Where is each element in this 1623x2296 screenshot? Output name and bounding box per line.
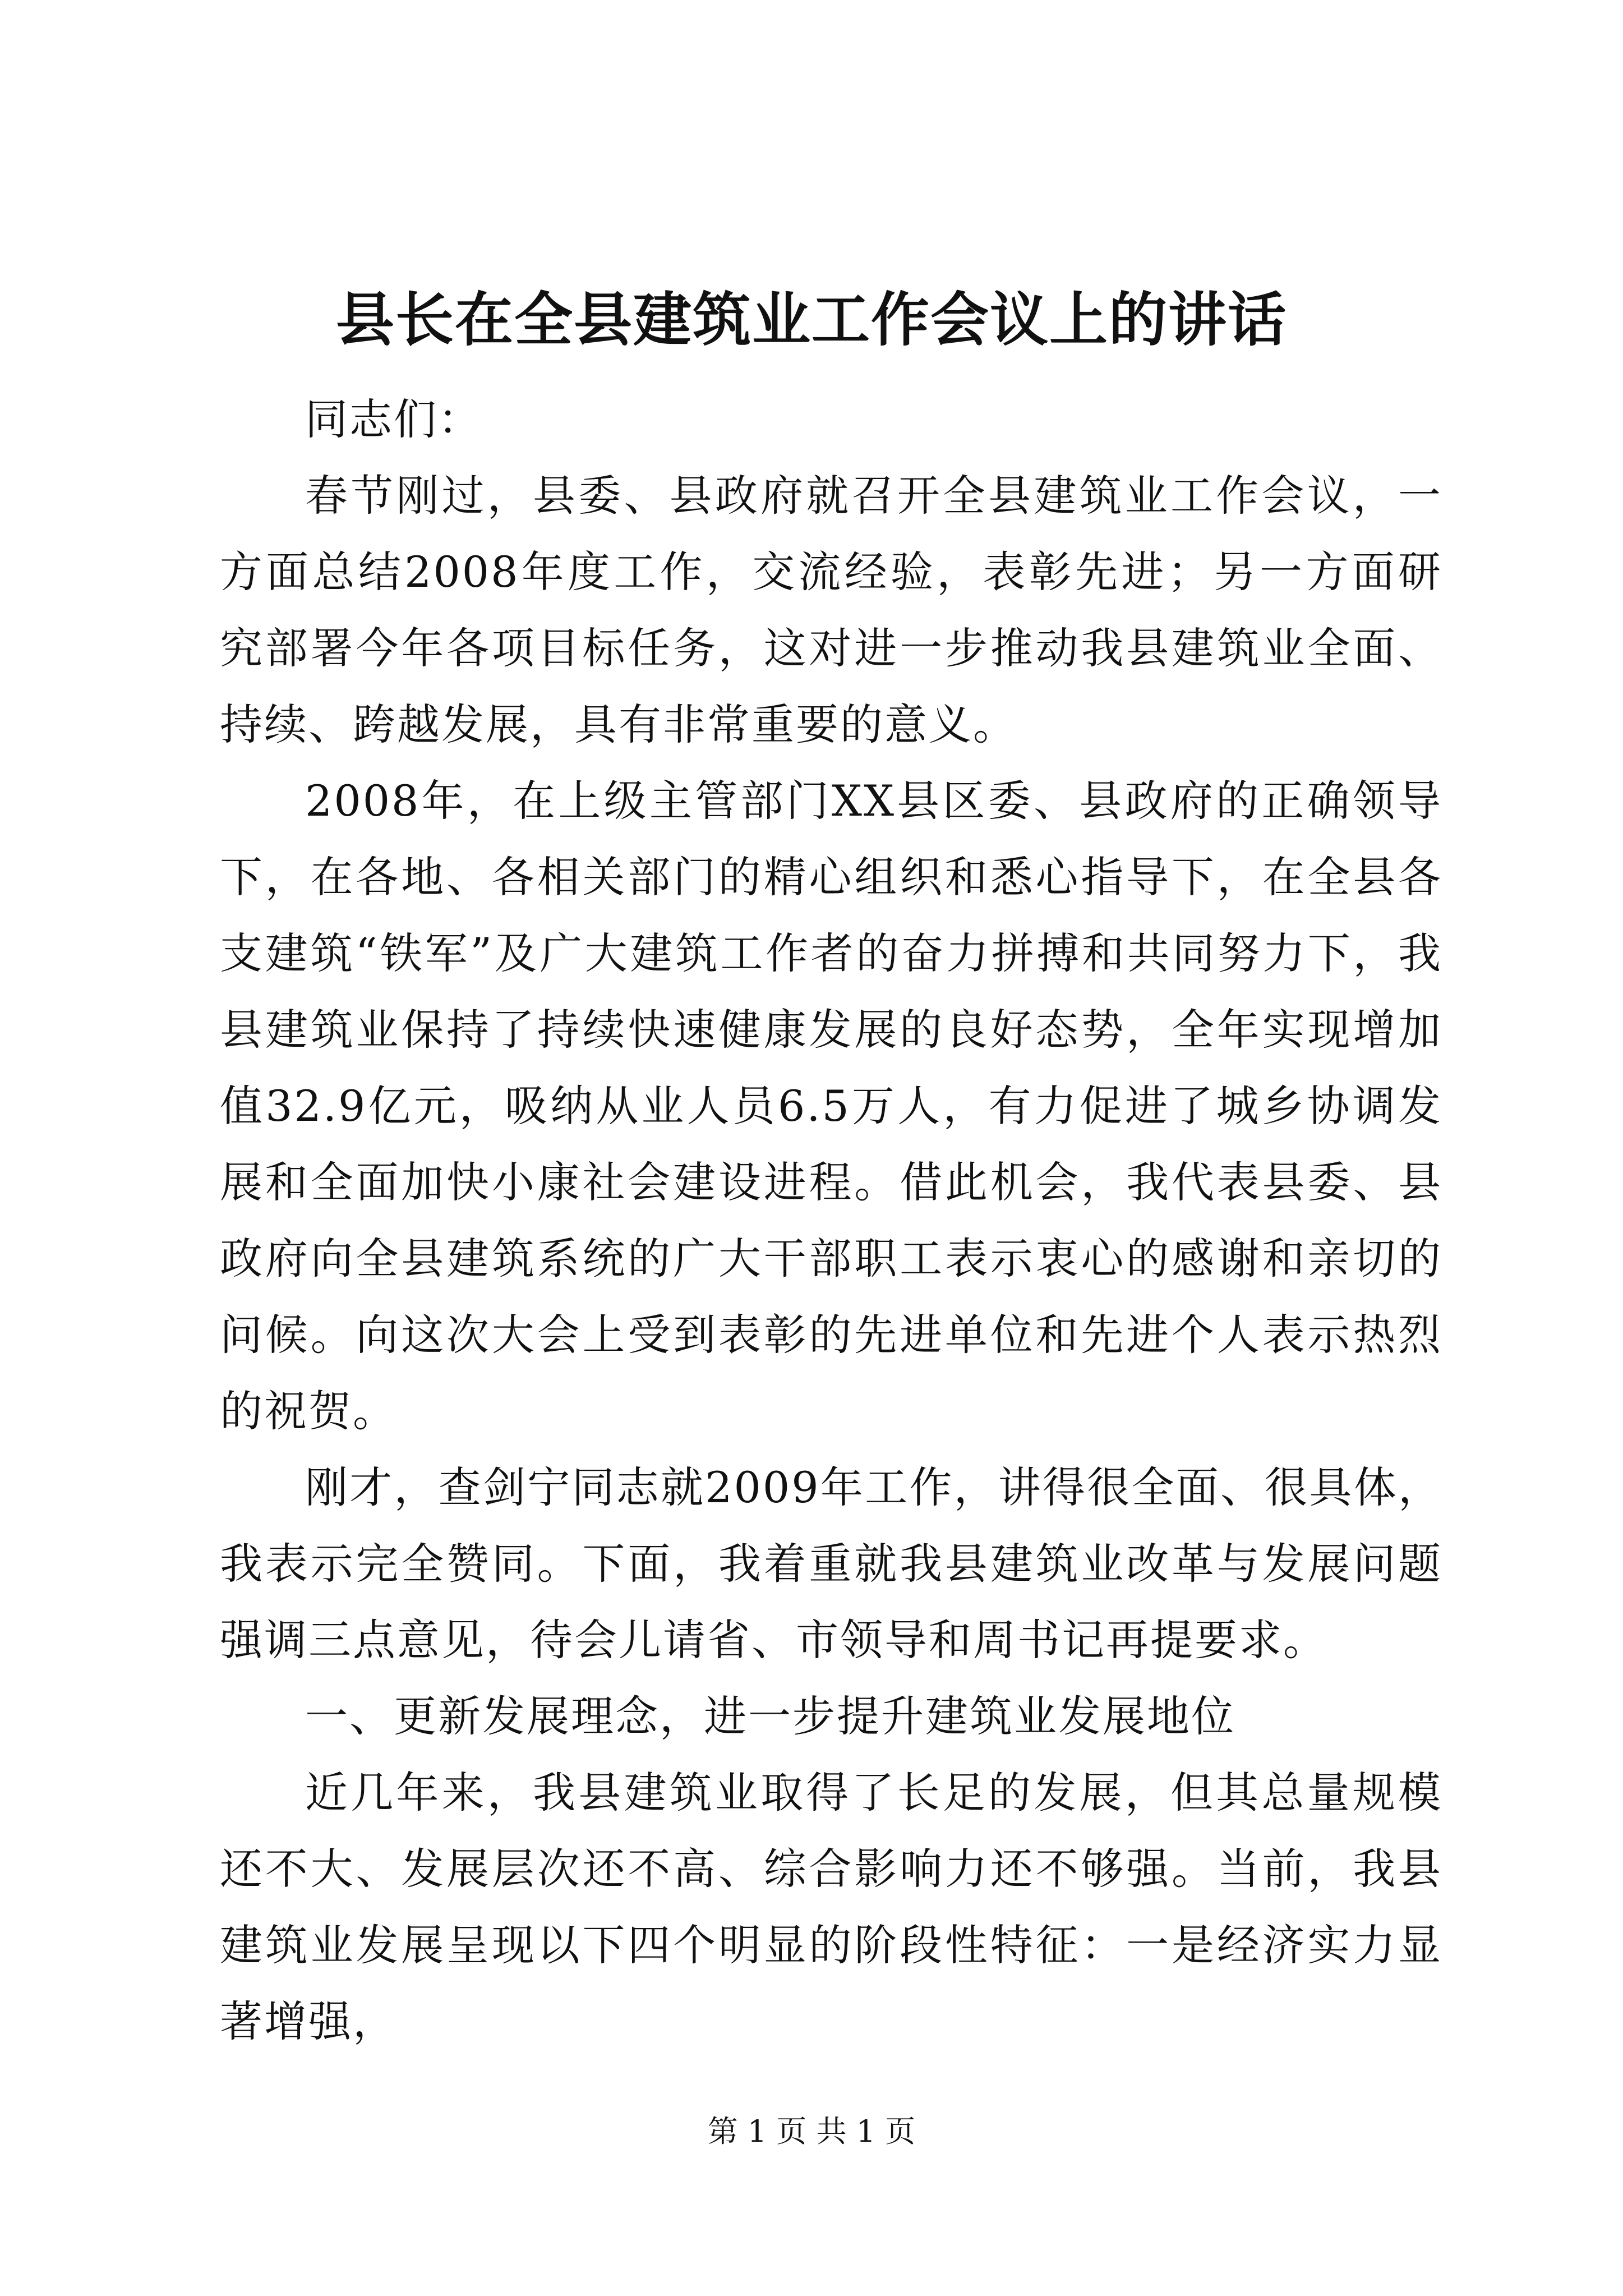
document-body <box>220 381 1442 2060</box>
page-number-footer: 第 1 页 共 1 页 <box>707 2114 916 2149</box>
section-paragraph: 近几年来，我县建筑业取得了长足的发展，但其总量规模还不大、发展层次还不高、综合影响力还不够强。当前，我县建筑业发展呈现以下四个明显的阶段性特征：一是经济实力显著增强， <box>220 1768 1442 2046</box>
document-title: 县长在全县建筑业工作会议上的讲话 <box>335 285 1287 354</box>
salutation: 同志们： <box>305 394 482 444</box>
section-heading: 一、更新发展理念，进一步提升建筑业发展地位 <box>305 1691 1235 1741</box>
paragraph-3: 刚才，查剑宁同志就2009年工作，讲得很全面、很具体，我表示完全赞同。下面，我着重就我县建筑业改革与发展问题强调三点意见，待会儿请省、市领导和周书记再提要求。 <box>220 1462 1442 1665</box>
paragraph-1: 春节刚过，县委、县政府就召开全县建筑业工作会议，一方面总结2008年度工作，交流经验，表彰先进；另一方面研究部署今年各项目标任务，这对进一步推动我县建筑业全面、持续、跨越发展，具有非常重要的意义。 <box>220 471 1442 749</box>
paragraph-2: 2008年，在上级主管部门XX县区委、县政府的正确领导下，在各地、各相关部门的精心组织和悉心指导下，在全县各支建筑“铁军”及广大建筑工作者的奋力拼搏和共同努力下，我县建筑业保持了持续快速健康发展的良好态势，全年实现增加值32.9亿元，吸纳从业人员6.5万人，有力促进了城乡协调发展和全面加快小康社会建设进程。借此机会，我代表县委、县政府向全县建筑系统的广大干部职工表示衷心的感谢和亲切的问候。向这次大会上受到表彰的先进单位和先进个人表示热烈的祝贺。 <box>220 776 1442 1436</box>
